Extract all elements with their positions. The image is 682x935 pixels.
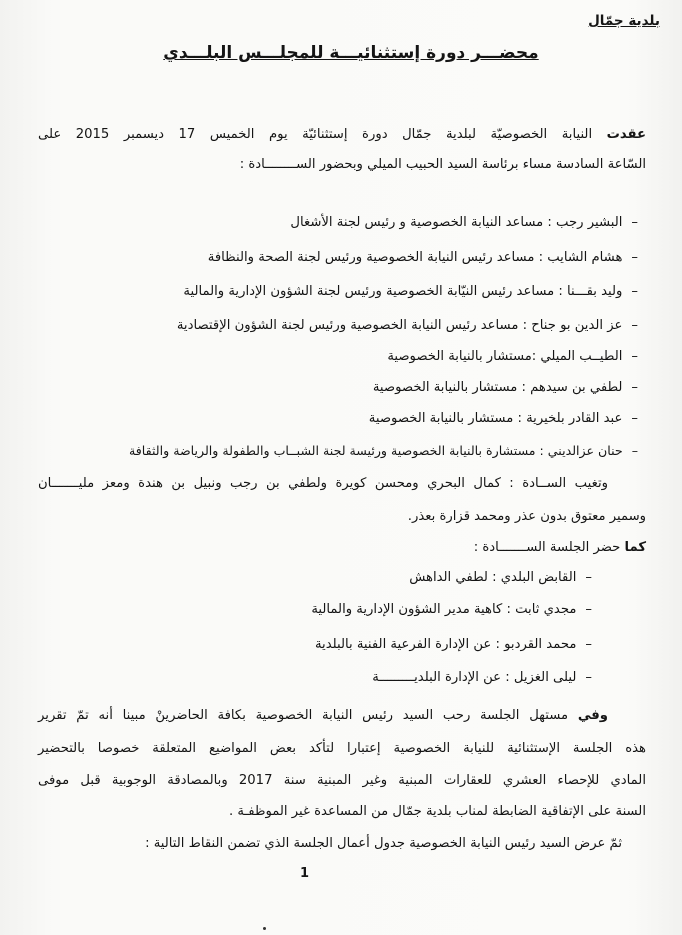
bullet: – (631, 443, 638, 458)
absence-line-2: وسمير معتوق بدون عذر ومحمد قزارة بعذر. (407, 509, 646, 524)
attendee-item: –لطفي بن سيدهم : مستشار بالنيابة الخصوصية (372, 380, 638, 395)
document-title: محضـــر دورة إستثنائيـــة للمجلـــس البلـــدي (163, 43, 539, 63)
absence-line-1: وتغيب الســادة : كمال البحري ومحسن كويرة ولطفي بن رجب ونبيل بن هندة ومعز مليـــــــان (38, 476, 608, 491)
bullet: – (585, 570, 592, 585)
bullet: – (631, 380, 638, 395)
staff-item: –محمد القردبو : عن الإدارة الفرعية الفنية بالبلدية (314, 637, 592, 652)
bullet: – (631, 349, 638, 364)
scan-speck (263, 927, 266, 930)
attendee-item: –وليد بقـــنا : مساعد رئيس النيّابة الخصوصية ورئيس لجنة الشؤون الإدارية والمالية (183, 284, 638, 299)
staff-item: –القابض البلدي : لطفي الداهش (409, 570, 592, 585)
opening-line-3: المادي للإحصاء العشري للعقارات المبنية وغير المبنية سنة 2017 وبالمصادقة الوجوبية قبل موفى (38, 773, 646, 788)
bullet: – (631, 284, 638, 299)
opening-line-4: السنة على الإتفاقية الضابطة لمناب بلدية جمّال من المساعدة غير الموظفـة . (228, 804, 646, 819)
bullet: – (585, 670, 592, 685)
attendee-item: –البشير رجب : مساعد النيابة الخصوصية و رئيس لجنة الأشغال (290, 215, 638, 230)
municipality-header: بلدية جمّال (588, 13, 660, 29)
intro-line-1-text: النيابة الخصوصيّة لبلدية جمّال دورة إستثنائيّة يوم الخميس 17 ديسمبر 2015 على (38, 127, 607, 142)
also-present-lead: كما (624, 540, 646, 555)
bullet: – (631, 318, 638, 333)
opening-line-1: وفي مستهل الجلسة رحب السيد رئيس النيابة الخصوصية بكافة الحاضرينْ مبينا أنه تمّ تقرير (38, 708, 608, 723)
attendee-item: –عبد القادر بلخيرية : مستشار بالنيابة الخصوصية (368, 411, 638, 426)
attendee-item: –عز الدين بو جناح : مساعد رئيس النيابة الخصوصية ورئيس لجنة الشؤون الإقتصادية (176, 318, 638, 333)
page-number: 1 (300, 866, 310, 881)
intro-line-1 (38, 126, 646, 144)
agenda-intro: ثمّ عرض السيد رئيس النيابة الخصوصية جدول أعمال الجلسة الذي تضمن النقاط التالية : (145, 836, 622, 851)
intro-lead-word: عقدت (606, 127, 647, 142)
opening-lead-word: وفي (577, 708, 608, 723)
bullet: – (631, 411, 638, 426)
bullet: – (585, 602, 592, 617)
bullet: – (631, 250, 638, 265)
opening-line-2: هذه الجلسة الإستثنائية للنيابة الخصوصية إعتبارا لتأكد بعض المواضيع المتعلقة خصوصا بالتحضير (38, 741, 646, 756)
bullet: – (631, 215, 638, 230)
also-present-line: كما حضر الجلسة الســـــــادة : (473, 540, 646, 555)
staff-item: –مجدي ثابت : كاهية مدير الشؤون الإدارية والمالية (311, 602, 592, 617)
staff-item: –ليلى الغزيل : عن الإدارة البلديـــــــــة (372, 670, 592, 685)
attendee-item: –هشام الشايب : مساعد رئيس النيابة الخصوصية ورئيس لجنة الصحة والنظافة (207, 250, 638, 265)
attendee-item: –حنان عزالديني : مستشارة بالنيابة الخصوصية ورئيسة لجنة الشبــاب والطفولة والرياضة والثقافة (129, 443, 638, 458)
attendee-item: –الطيــب الميلي :مستشار بالنيابة الخصوصية (387, 349, 638, 364)
bullet: – (585, 637, 592, 652)
intro-line-2: السّاعة السادسة مساء برئاسة السيد الحبيب الميلي وبحضور الســــــــادة : (239, 157, 646, 172)
